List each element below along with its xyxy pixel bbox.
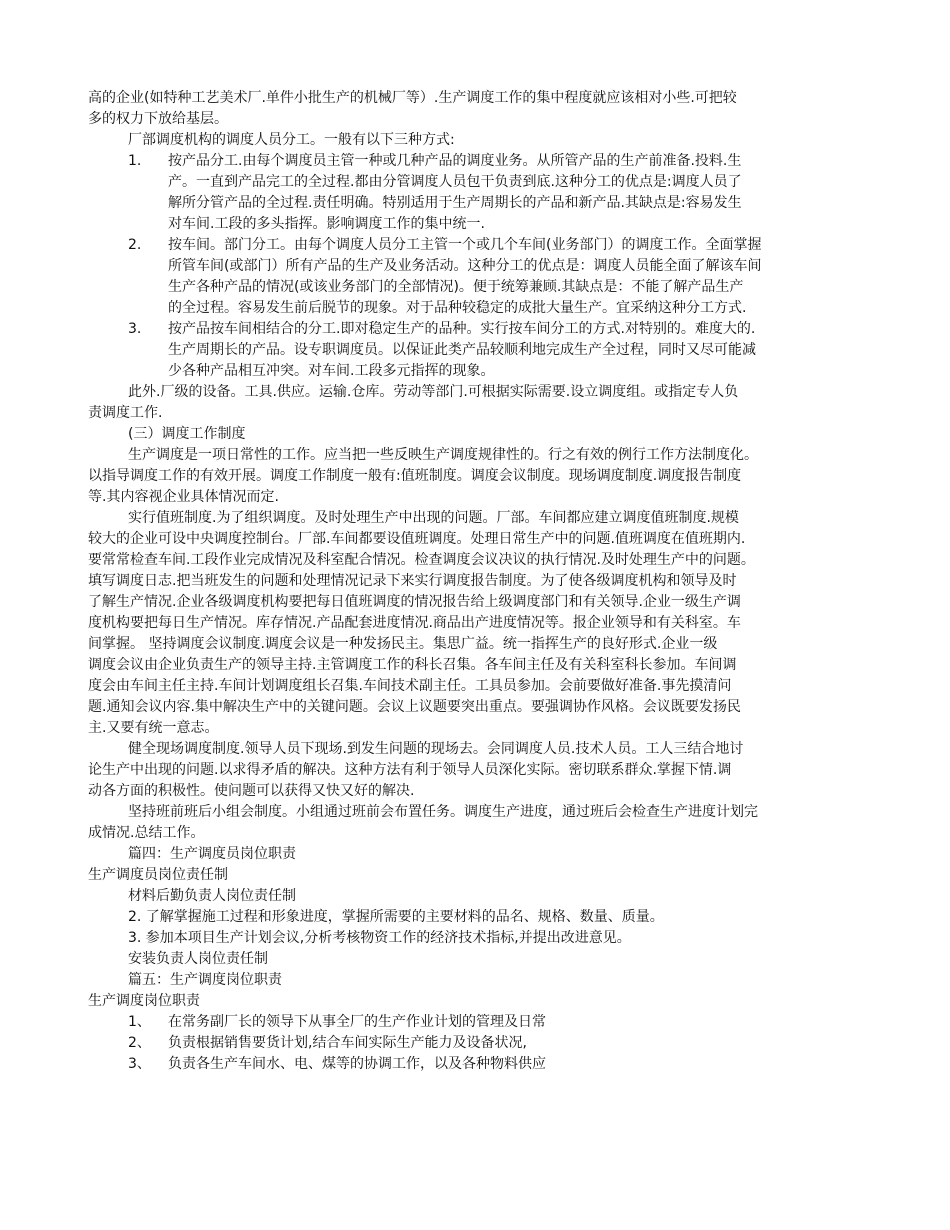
text-line <box>88 1033 866 1054</box>
text-line: 高的企业(如特种工艺美术厂.单件小批生产的机械厂等）.生产调度工作的集中程度就应该相对小些.可把较 <box>88 90 737 106</box>
text-line: 间掌握。 坚持调度会议制度.调度会议是一种发扬民主。集思广益。统一指挥生产的良好形式.企业一级 <box>88 636 718 652</box>
text-line: 度会由车间主任主持.车间计划调度组长召集.车间技术副主任。工具员参加。会前要做好准备.事先摸清问 <box>88 678 732 694</box>
list-item-text: 按产品按车间相结合的分工.即对稳定生产的品种。实行按车间分工的方式.对特别的。难度大的. <box>168 321 756 337</box>
text-line: 材料后勤负责人岗位责任制 <box>128 888 296 904</box>
list-item-text: 按产品分工.由每个调度员主管一种或几种产品的调度业务。从所管产品的生产前准备.投料.生 <box>168 153 742 169</box>
text-line: 篇五：生产调度岗位职责 <box>128 972 282 988</box>
text-line: (三）调度工作制度 <box>128 426 246 442</box>
text-line: 以指导调度工作的有效开展。调度工作制度一般有:值班制度。调度会议制度。现场调度制度.调度报告制度 <box>88 468 742 484</box>
text-line: 3. 参加本项目生产计划会议,分析考核物资工作的经济技术指标,并提出改进意见。 <box>128 930 631 946</box>
text-line: 要常常检查车间.工段作业完成情况及科室配合情况。检查调度会议决议的执行情况.及时处理生产中的问题。 <box>88 552 755 568</box>
text-line: 了解生产情况.企业各级调度机构要把每日值班调度的情况报告给上级调度部门和有关领导.企业一级生产调 <box>88 594 741 610</box>
text-line: 厂部调度机构的调度人员分工。一般有以下三种方式: <box>128 132 455 148</box>
text-line: 题.通知会议内容.集中解决生产中的关键问题。会议上议题要突出重点。要强调协作风格。会议既要发扬民 <box>88 699 741 715</box>
text-line: 坚持班前班后小组会制度。小组通过班前会布置任务。调度生产进度，通过班后会检查生产进度计划完 <box>128 804 758 820</box>
text-line: 此外.厂级的设备。工具.供应。运输.仓库。劳动等部门.可根据实际需要.设立调度组。或指定专人负 <box>128 384 739 400</box>
text-line: 2. 了解掌握施工过程和形象进度，掌握所需要的主要材料的品名、规格、数量、质量。 <box>128 909 664 925</box>
list-number: 3. <box>128 321 142 337</box>
text-line: 等.其内容视企业具体情况而定. <box>88 489 279 505</box>
document-body <box>88 88 866 1075</box>
text-line <box>88 1012 866 1033</box>
list-number: 2、 <box>128 1035 151 1051</box>
text-line: 动各方面的积极性。使问题可以获得又快又好的解决. <box>88 783 415 799</box>
text-line: 主.又要有统一意志。 <box>88 720 219 736</box>
list-number: 3、 <box>128 1056 151 1072</box>
text-line: 对车间.工段的多头指挥。影响调度工作的集中统一. <box>168 216 485 232</box>
text-line: 多的权力下放给基层。 <box>88 111 228 127</box>
text-line: 生产调度员岗位责任制 <box>88 867 228 883</box>
text-line: 的全过程。容易发生前后脱节的现象。对于品种较稳定的成批大量生产。宜采纳这种分工方式. <box>168 300 747 316</box>
text-line <box>88 151 866 172</box>
text-line: 生产周期长的产品。设专职调度员。以保证此类产品较顺利地完成生产全过程，同时又尽可能减 <box>168 342 756 358</box>
text-line: 篇四：生产调度员岗位职责 <box>128 846 296 862</box>
list-item-text: 在常务副厂长的领导下从事全厂的生产作业计划的管理及日常 <box>168 1014 546 1030</box>
text-line: 较大的企业可设中央调度控制台。厂部.车间都要设值班调度。处理日常生产中的问题.值班调度在值班期内. <box>88 531 746 547</box>
text-line: 安装负责人岗位责任制 <box>128 951 268 967</box>
text-line: 度机构要把每日生产情况。库存情况.产品配套进度情况.商品出产进度情况等。报企业领导和有关科室。车 <box>88 615 741 631</box>
list-number: 2. <box>128 237 142 253</box>
text-line: 成情况.总结工作。 <box>88 825 205 841</box>
list-item-text: 按车间。部门分工。由每个调度人员分工主管一个或几个车间(业务部门）的调度工作。全面掌握 <box>168 237 762 253</box>
text-line: 生产调度岗位职责 <box>88 993 200 1009</box>
list-item-text: 负责各生产车间水、电、煤等的协调工作，以及各种物料供应 <box>168 1056 546 1072</box>
text-line: 所管车间(或部门）所有产品的生产及业务活动。这种分工的优点是：调度人员能全面了解该车间 <box>168 258 762 274</box>
text-line: 生产调度是一项日常性的工作。应当把一些反映生产调度规律性的。行之有效的例行工作方法制度化。 <box>128 447 758 463</box>
list-number: 1. <box>128 153 142 169</box>
text-line: 填写调度日志.把当班发生的问题和处理情况记录下来实行调度报告制度。为了使各级调度机构和领导及时 <box>88 573 737 589</box>
text-line: 产。一直到产品完工的全过程.都由分管调度人员包干负责到底.这种分工的优点是:调度人员了 <box>168 174 742 190</box>
text-line: 实行值班制度.为了组织调度。及时处理生产中出现的问题。厂部。车间都应建立调度值班制度.规模 <box>128 510 739 526</box>
text-line: 健全现场调度制度.领导人员下现场.到发生问题的现场去。会同调度人员.技术人员。工人三结合地讨 <box>128 741 744 757</box>
text-line <box>88 1054 866 1075</box>
list-item-text: 负责根据销售要货计划,结合车间实际生产能力及设备状况, <box>168 1035 527 1051</box>
text-line: 生产各种产品的情况(或该业务部门的全部情况)。便于统筹兼顾.其缺点是：不能了解产品生产 <box>168 279 744 295</box>
list-number: 1、 <box>128 1014 151 1030</box>
text-line <box>88 235 866 256</box>
text-line: 调度会议由企业负责生产的领导主持.主管调度工作的科长召集。各车间主任及有关科室科长参加。车间调 <box>88 657 737 673</box>
text-line: 责调度工作. <box>88 405 163 421</box>
text-line: 论生产中出现的问题.以求得矛盾的解决。这种方法有利于领导人员深化实际。密切联系群众.掌握下情.调 <box>88 762 732 778</box>
text-line <box>88 319 866 340</box>
text-line: 少各种产品相互冲突。对车间.工段多元指挥的现象。 <box>168 363 495 379</box>
text-line: 解所分管产品的全过程.责任明确。特别适用于生产周期长的产品和新产品.其缺点是:容易发生 <box>168 195 742 211</box>
